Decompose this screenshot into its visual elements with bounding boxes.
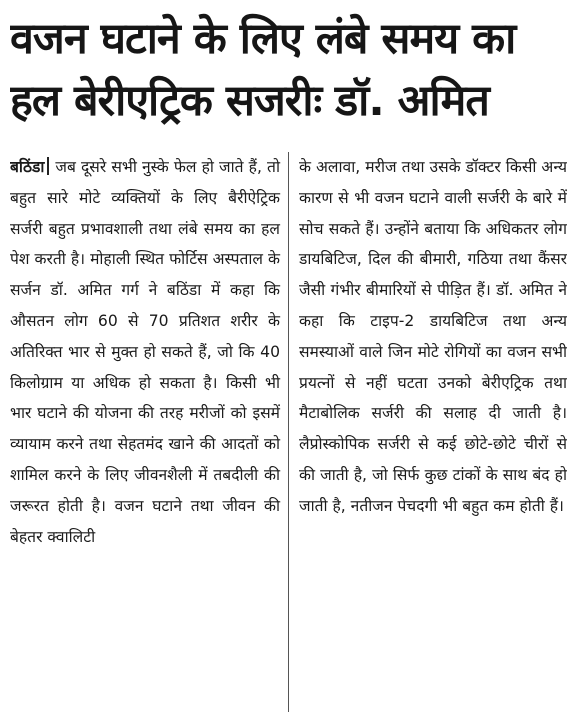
dateline: बठिंडा [10,158,45,176]
column-1-text: जब दूसरे सभी नुस्के फेल हो जाते हैं, तो बहुत सारे मोटे व्यक्तियों के लिए बैरीऐट्रिक सर्जरी बहुत प्रभावशाली तथा लंबे समय का हल पेश करती है। मोहाली स्थित फोर्टिस अस्पताल के सर्जन डॉ. अमित गर्ग ने बठिंडा में कहा कि औसतन लोग 60 से 70 प्रतिशत शरीर के अतिरिक्त भार से मुक्त हो सकते हैं, जो कि 40 किलोग्राम या अधिक हो सकता है। किसी भी भार घटाने की योजना की तरह मरीजों को इसमें व्यायाम करने तथा सेहतमंद खाने की आदतों को शामिल करने के लिए जीवनशैली में तबदीली की जरूरत होती है। वजन घटाने तथा जीवन की बेहतर क्वालिटी [10,158,280,546]
article-column-left [10,152,288,712]
headline [10,8,565,132]
article-body [10,152,567,712]
article-column-right [289,152,567,712]
headline-line-2: हल बेरीएट्रिक सजरीः डॉ. अमित [10,76,489,126]
dateline-separator [47,157,49,175]
column-2-text: के अलावा, मरीज तथा उसके डॉक्टर किसी अन्य कारण से भी वजन घटाने वाली सर्जरी के बारे में सोच सकते हैं। उन्होंने बताया कि अधिकतर लोग डायबिटिज, दिल की बीमारी, गठिया तथा कैंसर जैसी गंभीर बीमारियों से पीड़ित हैं। डॉ. अमित ने कहा कि टाइप-2 डायबिटिज तथा अन्य समस्याओं वाले जिन मोटे रोगियों का वजन सभी प्रयत्नों से नहीं घटता उनको बेरीएट्रिक तथा मैटाबोलिक सर्जरी की सलाह दी जाती है। लैप्रोस्कोपिक सर्जरी से कई छोटे-छोटे चीरों से की जाती है, जो सिर्फ कुछ टांकों के साथ बंद हो जाती है, नतीजन पेचदगी भी बहुत कम होती हैं। [299,158,567,515]
headline-line-1: वजन घटाने के लिए लंबे समय का [10,14,516,64]
